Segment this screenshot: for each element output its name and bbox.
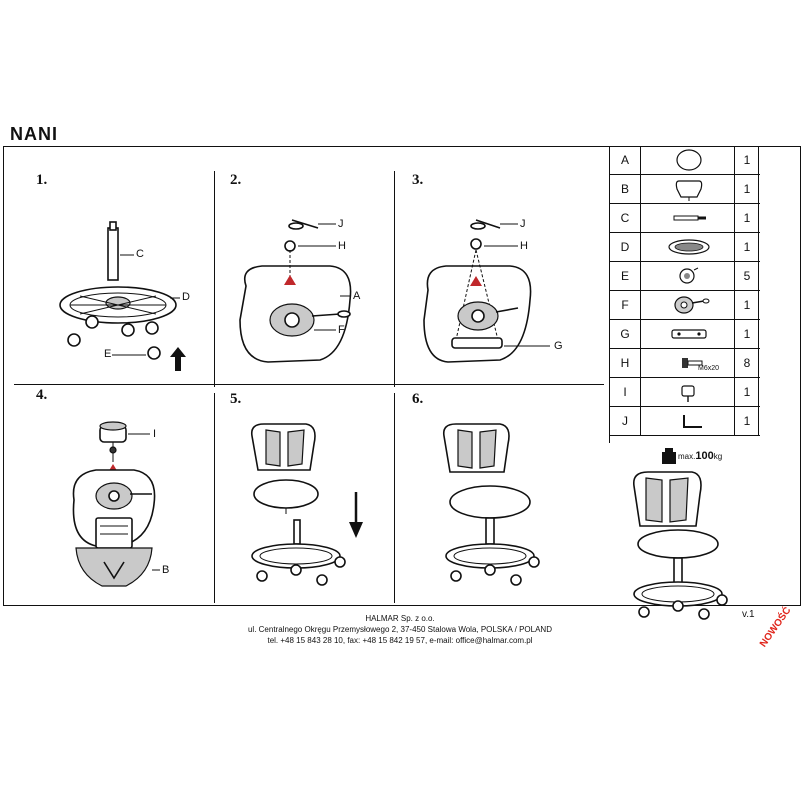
- part-letter: F: [621, 298, 629, 312]
- footer-address: ul. Centralnego Okręgu Przemysłowego 2, 37-450 Stalowa Wola, POLSKA / POLAND: [247, 625, 552, 634]
- step-number: 1.: [36, 172, 48, 188]
- part-quantity: 1: [743, 385, 751, 399]
- callout-label: J: [520, 218, 526, 230]
- part-row: [610, 407, 760, 436]
- callout-label: B: [162, 564, 170, 576]
- knob-icon: [654, 380, 724, 404]
- backrest-icon: [654, 177, 724, 201]
- step-number: 2.: [230, 172, 242, 188]
- callout-label: A: [353, 290, 361, 302]
- part-row: [610, 233, 760, 262]
- caster-icon: [654, 264, 724, 288]
- callout-label: E: [104, 348, 112, 360]
- part-letter: A: [620, 153, 629, 167]
- part-row: [610, 262, 760, 291]
- footer-contact: tel. +48 15 843 28 10, fax: +48 15 842 19 57, e-mail: office@halmar.com.pl: [267, 636, 533, 645]
- step-number: 5.: [230, 391, 242, 407]
- callout-label: C: [136, 248, 144, 260]
- footer-company: HALMAR Sp. z o.o.: [365, 614, 435, 623]
- part-row: [610, 175, 760, 204]
- part-row: [610, 146, 760, 175]
- callout-label: H: [520, 240, 528, 252]
- footer: [150, 613, 650, 646]
- version-label: v.1: [742, 609, 755, 620]
- max-load-label: max.100kg: [678, 450, 723, 462]
- part-quantity: 1: [743, 153, 751, 167]
- step-number: 6.: [412, 391, 424, 407]
- part-row: [610, 204, 760, 233]
- part-row: [610, 320, 760, 349]
- part-row: [610, 291, 760, 320]
- gas-lift-icon: [654, 206, 724, 230]
- parts-table: [609, 146, 759, 436]
- bracket-icon: [654, 322, 724, 346]
- new-stamp: NOWOŚĆ: [758, 605, 794, 650]
- part-letter: I: [623, 385, 627, 399]
- callout-label: D: [182, 291, 190, 303]
- callout-label: G: [554, 340, 563, 352]
- step-number: 3.: [412, 172, 424, 188]
- callout-label: I: [153, 428, 157, 440]
- document-title: NANI: [10, 124, 58, 144]
- part-letter: J: [622, 414, 628, 428]
- part-letter: B: [620, 182, 629, 196]
- part-letter: E: [620, 269, 629, 283]
- part-row: [610, 378, 760, 407]
- callout-label: F: [338, 324, 345, 336]
- part-letter: H: [620, 356, 630, 370]
- step-number: 4.: [36, 387, 48, 403]
- part-quantity: 1: [743, 298, 751, 312]
- part-letter: D: [620, 240, 630, 254]
- part-quantity: 8: [743, 356, 751, 370]
- part-letter: G: [620, 327, 630, 341]
- part-size: M6x20: [698, 365, 720, 372]
- part-quantity: 1: [743, 327, 751, 341]
- weight-icon: [662, 448, 676, 464]
- callout-label: J: [338, 218, 344, 230]
- part-row: [610, 349, 760, 378]
- part-quantity: 1: [743, 211, 751, 225]
- part-quantity: 5: [743, 269, 751, 283]
- part-quantity: 1: [743, 182, 751, 196]
- base-icon: [654, 235, 724, 259]
- part-letter: C: [620, 211, 630, 225]
- part-quantity: 1: [743, 240, 751, 254]
- seat-icon: [654, 148, 724, 172]
- callout-label: H: [338, 240, 346, 252]
- mechanism-icon: [654, 293, 724, 317]
- part-quantity: 1: [743, 414, 751, 428]
- hex-key-icon: [654, 409, 724, 433]
